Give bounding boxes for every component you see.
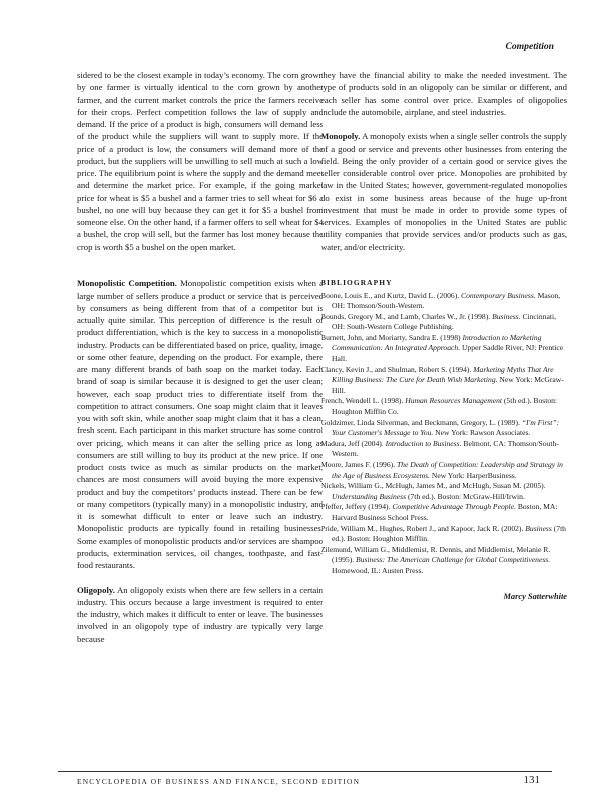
bibliography-entry <box>321 460 567 481</box>
bibliography-entry-after: Belmont, CA: Thomson/South-Western. <box>332 438 559 459</box>
bibliography-entry <box>321 312 567 333</box>
bibliography-entry-after: Boston, MA: Harvard Business School Press. <box>332 502 558 522</box>
bibliography-entry-before: Clancy, Kevin J., and Shulman, Robert S. (1994). <box>321 364 474 374</box>
bibliography-entry-before: Moore, James F. (1996). <box>321 460 397 469</box>
bibliography-entry-after: Mason, OH: Thomson/South-Western. <box>332 290 561 311</box>
bibliography-entry <box>321 481 567 502</box>
bibliography-entry-title: Human Resources Management <box>405 396 502 406</box>
bibliography-entry-after: Upper Saddle River, NJ: Prentice Hall. <box>332 343 564 364</box>
monopoly-text: A monopoly exists when a single seller controls the supply of a good or service and prevents other businesses from entering the field. Being the only provider of a certain good or service gives the seller considerable control over price. Monopolies are prohibited by law in the United States; however, government-regulated monopolies do exist in some business areas because of the huge up-front investment that must be made in order to provide some types of services. Examples of monopolies in the United States are public utility companies that provide services and/or products such as gas, water, and/or electricity. <box>321 131 567 252</box>
bibliography-entry-title: Competitive Advantage Through People. <box>392 502 516 512</box>
bibliography-entry-after: (5th ed.). Boston: Houghton Mifflin Co. <box>332 396 558 417</box>
bibliography-entry-title: The Death of Competition: Leadership and Strategy in the Age of Business Ecosystems. <box>332 460 563 480</box>
footer-rule <box>58 771 552 772</box>
oligopoly-text: An oligopoly exists when there are few sellers in a certain industry. This occurs because a large investment is required to enter the industry, which makes it difficult to enter or leave. The businesses involved in an oligopoly type of industry are typically very large because <box>77 584 323 644</box>
page-number: 131 <box>523 774 540 786</box>
bibliography-entry <box>321 524 567 545</box>
bibliography-entry <box>321 502 567 523</box>
bibliography-entry-before: Boone, Louis E., and Kurtz, David L. (2006). <box>321 290 462 300</box>
bibliography-entry <box>321 291 567 312</box>
running-head: Competition <box>505 41 554 52</box>
bibliography-entry-before: Zilemund, William G., Middlemist, R. Dennis, and Middlemist, Melanie R. (1995). <box>321 544 551 565</box>
bibliography-entry <box>321 439 567 460</box>
bibliography-entry-after: New York: Rawson Associates. <box>433 428 531 438</box>
author-byline: Marcy Satterwhite <box>503 591 567 601</box>
right-column <box>321 69 567 603</box>
bibliography-entry-before: Pfeffer, Jeffery (1994). <box>321 502 393 512</box>
monopolistic-competition-paragraph <box>77 277 323 571</box>
bibliography-entry-title: “I'm First”: Your Customer's Message to You. <box>332 417 560 438</box>
bibliography-entry-before: Nickels, William G., McHugh, James M., and McHugh, Susan M. (2005). <box>321 481 546 491</box>
bibliography-entry <box>321 418 567 439</box>
oligopoly-paragraph <box>77 584 323 645</box>
bibliography-entry-title: Introduction to Marketing Communication: An Integrated Approach. <box>332 332 542 353</box>
bibliography-entry-title: Business <box>525 523 552 533</box>
bibliography-entry-before: Pride, William M., Hughes, Robert J., and Kapoor, Jack R. (2002). <box>321 523 526 533</box>
bibliography-entry-before: Burnett, John, and Moriarty, Sandra E. (1998) <box>321 332 463 342</box>
monopolistic-competition-text: Monopolistic competition exists when a large number of sellers produce a product or service that is perceived by consumers as being different from that of a competitor but is actually quite similar. This perception of difference is the result of product differentiation, which is the key to success in a monopolistic industry. Products can be differentiated based on price, quality, image, or some other feature, depending on the product. For example, there are many different brands of bath soap on the market today. Each brand of soap is similar because it is designed to get the user clean; however, each soap product tries to differentiate itself from the competition to attract consumers. One soap might claim that it leaves you with soft skin, while another soap might claim that it has a clean, fresh scent. Each participant in this market structure has some control over pricing, which means it can alter the selling price as long as consumers are still willing to buy its product at the new price. If one product costs twice as much as similar products on the market, chances are most consumers will avoid buying the more expensive product and buy the competitors’ products instead. There can be few or many competitors (typically many) in a monopolistic industry, and it is somewhat difficult to enter or leave such an industry. Monopolistic products are typically found in retailing businesses. Some examples of monopolistic products and/or services are shampoo products, extermination services, oil changes, toothpaste, and fast-food restaurants. <box>77 278 323 570</box>
monopoly-term: Monopoly. <box>321 131 361 142</box>
bibliography-entry-title: Business: The American Challenge for Global Competitiveness. <box>356 555 551 565</box>
bibliography-entry-after: (7th ed.). Boston: McGraw-Hill/Irwin. <box>406 491 525 501</box>
bibliography-entry <box>321 396 567 417</box>
perfect-competition-continuation: sidered to be the closest example in today’s economy. The corn grown by one farmer is virtually identical to the corn grown by another farmer, and the current market controls the price the farmers receive for their crops. Perfect competition follows the law of supply and demand. If the price of a product is high, consumers will demand less of the product while the suppliers will want to supply more. If the price of a product is low, the consumers will demand more of the product, but the suppliers will be unwilling to sell much at such a low price. The equilibrium point is where the supply and the demand meet and determine the market price. For example, if the going market price for wheat is $5 a bushel and a farmer tries to sell wheat for $6 a bushel, no one will buy because they can get it for $5 a bushel from someone else. On the other hand, if a farmer offers to sell wheat for $4 a bushel, the crop will sell, but the farmer has lost money because the crop is worth $5 a bushel on the open market. <box>77 70 323 252</box>
bibliography-entry-after: New York: HarperBusiness. <box>429 470 517 480</box>
oligopoly-term: Oligopoly. <box>77 584 115 595</box>
bibliography-entry-after: New York: McGraw-Hill. <box>332 375 564 395</box>
footer-title: ENCYCLOPEDIA OF BUSINESS AND FINANCE, SECOND EDITION <box>77 777 361 786</box>
left-column <box>77 69 323 645</box>
bibliography-entry-after: (7th ed.). Boston: Houghton Mifflin. <box>332 523 566 544</box>
bibliography-entry-title: Introduction to Business. <box>385 438 462 448</box>
bibliography-entry-title: Business. <box>492 311 521 321</box>
bibliography-entry-before: Madura, Jeff (2004). <box>321 438 386 448</box>
oligopoly-continuation: they have the financial ability to make the needed investment. The type of products sold in an oligopoly can be similar or different, and each seller has some control over price. Examples of oligopolies include the automobile, airplane, and steel industries. <box>321 70 567 117</box>
bibliography-list <box>321 291 567 577</box>
bibliography-entry-title: Contemporary Business. <box>461 290 536 300</box>
monopolistic-competition-term: Monopolistic Competition. <box>77 278 177 289</box>
monopoly-paragraph <box>321 130 567 253</box>
bibliography-entry-title: Understanding Business <box>332 491 407 501</box>
bibliography-entry <box>321 365 567 397</box>
bibliography-entry <box>321 333 567 365</box>
bibliography-entry-after: Homewood, IL: Austen Press. <box>332 565 424 575</box>
bibliography-entry-title: Marketing Myths That Are Killing Business: The Cure for Death Wish Marketing. <box>332 364 554 385</box>
bibliography-entry-before: Goldzimer, Linda Silverman, and Beckmann, Gregory, L. (1989). <box>321 417 522 427</box>
bibliography-entry-after: Cincinnati, OH: South-Western College Publishing. <box>332 311 556 332</box>
bibliography-heading: BIBLIOGRAPHY <box>321 278 393 288</box>
bibliography-entry-before: Bounds, Gregory M., and Lamb, Charles W., Jr. (1998). <box>321 311 493 321</box>
bibliography-entry <box>321 545 567 577</box>
bibliography-entry-before: French, Wendell L. (1998). <box>321 396 406 406</box>
